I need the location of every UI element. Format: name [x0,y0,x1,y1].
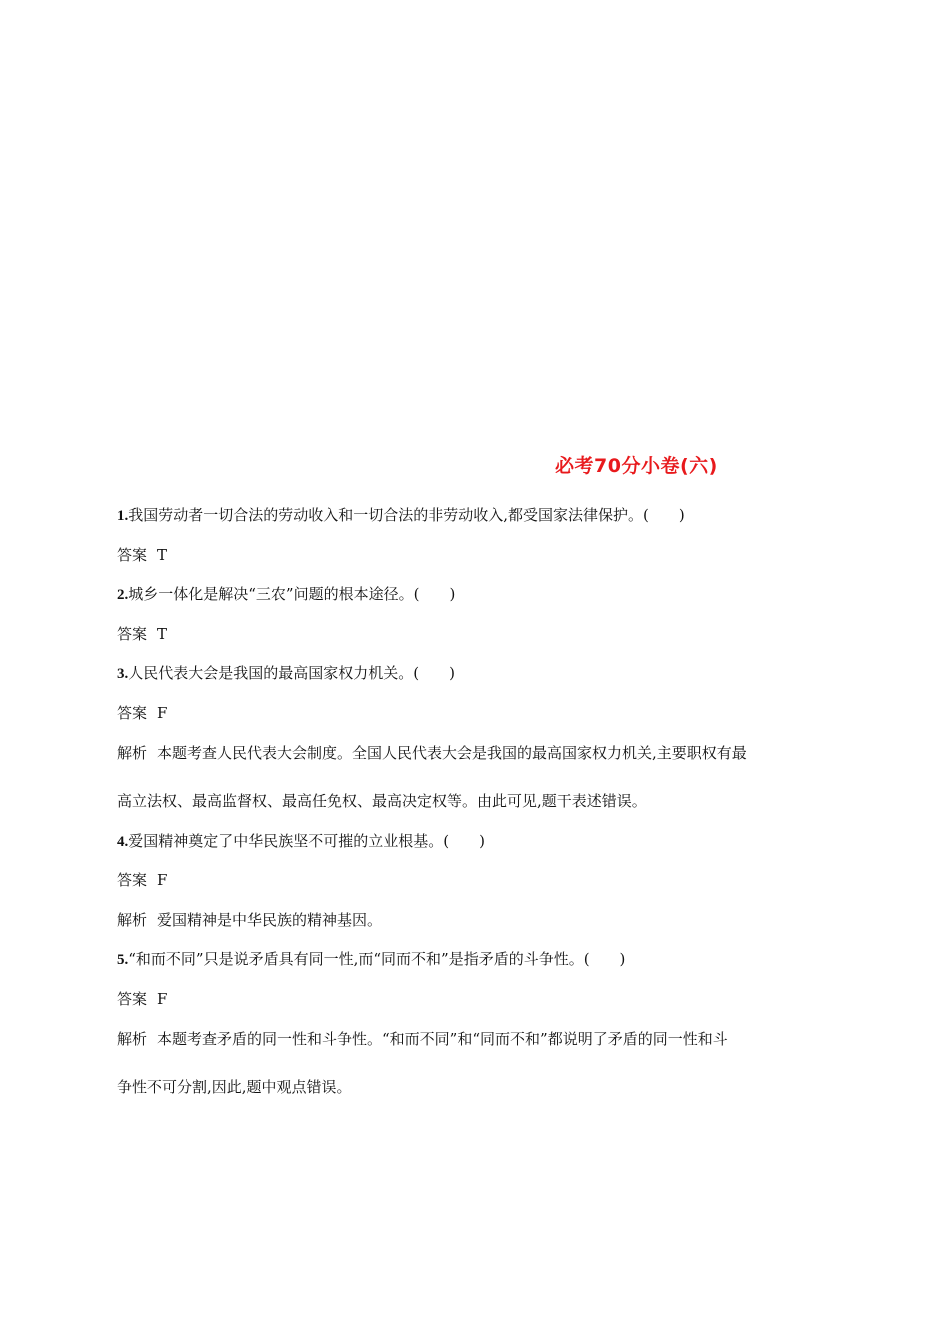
question-number: 1. [117,508,129,524]
question-text: “和而不同”只是说矛盾具有同一性,而“同而不和”是指矛盾的斗争性。( ) [128,950,626,968]
analysis-label: 解析 [117,911,148,929]
answer-value: F [157,990,168,1008]
analysis-text: 爱国精神是中华民族的精神基因。 [157,911,383,929]
answer-value: F [157,704,168,722]
question-1 [117,505,685,526]
answer-label: 答案 [117,546,148,564]
question-text: 我国劳动者一切合法的劳动收入和一切合法的非劳动收入,都受国家法律保护。( ) [128,506,685,524]
analysis-5-continued: 争性不可分割,因此,题中观点错误。 [117,1078,352,1096]
question-4 [117,831,485,852]
answer-1 [117,545,167,565]
answer-5 [117,989,167,1009]
question-text: 城乡一体化是解决“三农”问题的根本途径。( ) [128,585,456,603]
analysis-text: 本题考查人民代表大会制度。全国人民代表大会是我国的最高国家权力机关,主要职权有最 [157,744,747,762]
answer-value: F [157,871,168,889]
answer-label: 答案 [117,625,148,643]
analysis-4 [117,910,382,930]
answer-label: 答案 [117,871,148,889]
question-text: 爱国精神奠定了中华民族坚不可摧的立业根基。( ) [128,832,485,850]
analysis-label: 解析 [117,1030,148,1048]
answer-value: T [157,625,168,643]
analysis-label: 解析 [117,744,148,762]
analysis-3-continued: 高立法权、最高监督权、最高任免权、最高决定权等。由此可见,题干表述错误。 [117,792,647,810]
analysis-5 [117,1029,728,1049]
page-title: 必考70分小卷(六) [555,455,718,477]
answer-3 [117,703,167,723]
question-2 [117,584,455,605]
question-number: 3. [117,666,129,682]
analysis-3 [117,743,747,763]
question-3 [117,663,455,684]
answer-2 [117,624,167,644]
question-number: 2. [117,587,129,603]
answer-4 [117,870,167,890]
question-number: 5. [117,952,129,968]
answer-label: 答案 [117,990,148,1008]
answer-value: T [157,546,168,564]
analysis-text: 本题考查矛盾的同一性和斗争性。“和而不同”和“同而不和”都说明了矛盾的同一性和斗 [157,1030,728,1048]
question-5 [117,949,625,970]
answer-label: 答案 [117,704,148,722]
question-number: 4. [117,834,129,850]
question-text: 人民代表大会是我国的最高国家权力机关。( ) [128,664,455,682]
